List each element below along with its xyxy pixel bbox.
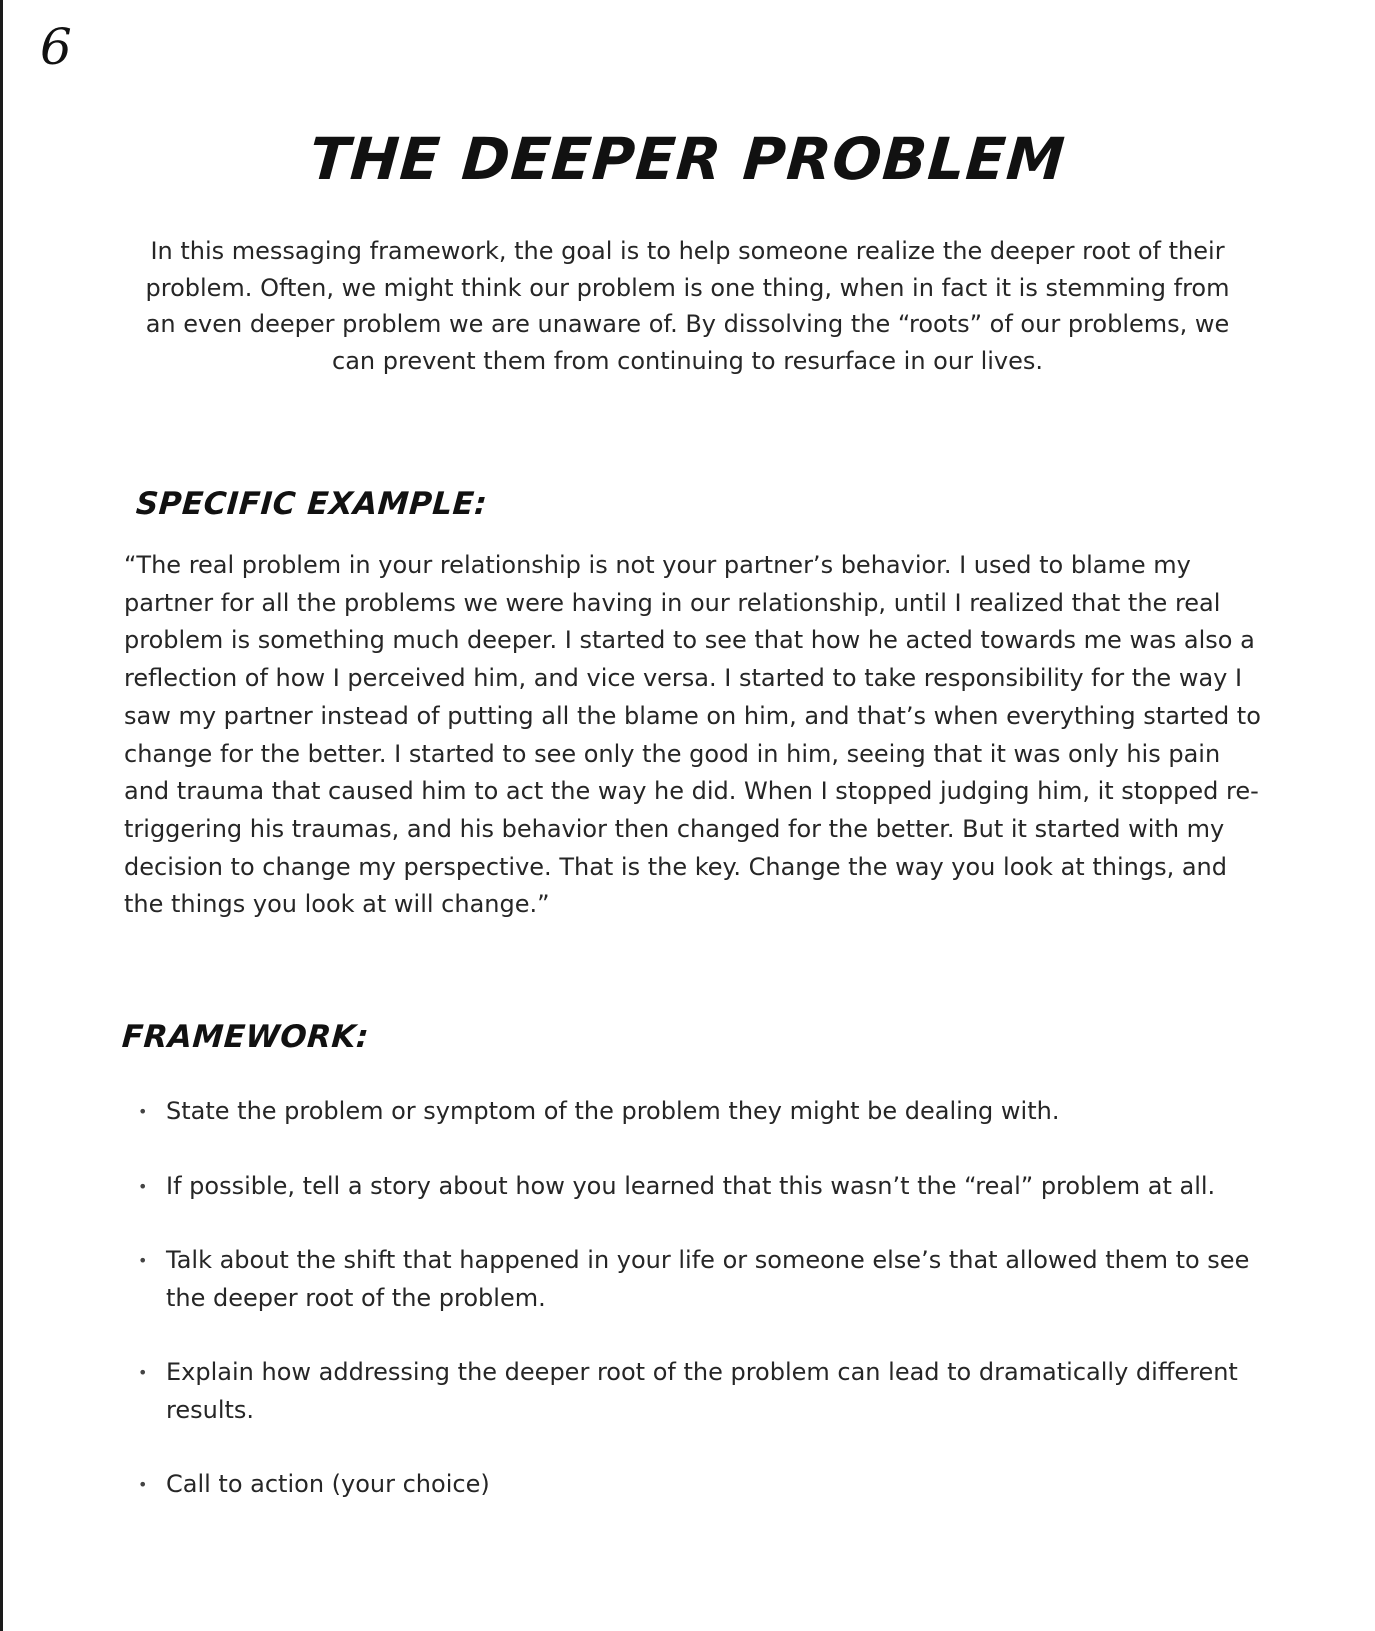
framework-item-1 <box>124 1093 1254 1131</box>
page-title: THE DEEPER PROBLEM <box>307 125 1068 193</box>
bullet-icon: • <box>138 1251 148 1270</box>
framework-item-text: Explain how addressing the deeper root of the problem can lead to dramatically different results. <box>166 1358 1238 1424</box>
page-left-border <box>0 0 3 1631</box>
framework-item-2 <box>124 1168 1254 1206</box>
specific-example-heading: SPECIFIC EXAMPLE: <box>134 486 489 522</box>
page-number: 6 <box>40 18 72 76</box>
framework-item-text: Talk about the shift that happened in your life or someone else’s that allowed them to see the deeper root of the problem. <box>166 1246 1250 1312</box>
framework-item-3 <box>124 1242 1254 1317</box>
framework-item-5 <box>124 1466 1254 1504</box>
bullet-icon: • <box>138 1102 148 1121</box>
framework-item-4 <box>124 1354 1254 1429</box>
framework-item-text: If possible, tell a story about how you learned that this wasn’t the “real” problem at all. <box>166 1171 1216 1200</box>
framework-item-text: State the problem or symptom of the problem they might be dealing with. <box>166 1097 1060 1125</box>
bullet-icon: • <box>138 1475 148 1494</box>
bullet-icon: • <box>138 1363 148 1382</box>
framework-heading: FRAMEWORK: <box>120 1019 371 1055</box>
specific-example-text: “The real problem in your relationship is not your partner’s behavior. I used to blame my partner for all the problems we were having in our relationship, until I realized that the real problem is something much deeper. I started to see that how he acted towards me was also a reflection of how I perceived him, and vice versa. I started to take responsibility for the way I saw my partner instead of putting all the blame on him, and that’s when everything started to change for the better. I started to see only the good in him, seeing that it was only his pain and trauma that caused him to act the way he did. When I stopped judging him, it stopped re-triggering his traumas, and his behavior then changed for the better. But it started with my decision to change my perspective. That is the key. Change the way you look at things, and the things you look at will change.” <box>124 551 1261 919</box>
intro-paragraph: In this messaging framework, the goal is to help someone realize the deeper root of their problem. Often, we might think our problem is one thing, when in fact it is stemming from an even deeper problem we are unaware of. By dissolving the “roots” of our problems, we can prevent them from continuing to resurface in our lives. <box>145 237 1230 375</box>
bullet-icon: • <box>138 1176 148 1196</box>
framework-item-text: Call to action (your choice) <box>166 1470 490 1498</box>
framework-list <box>124 1093 1254 1541</box>
